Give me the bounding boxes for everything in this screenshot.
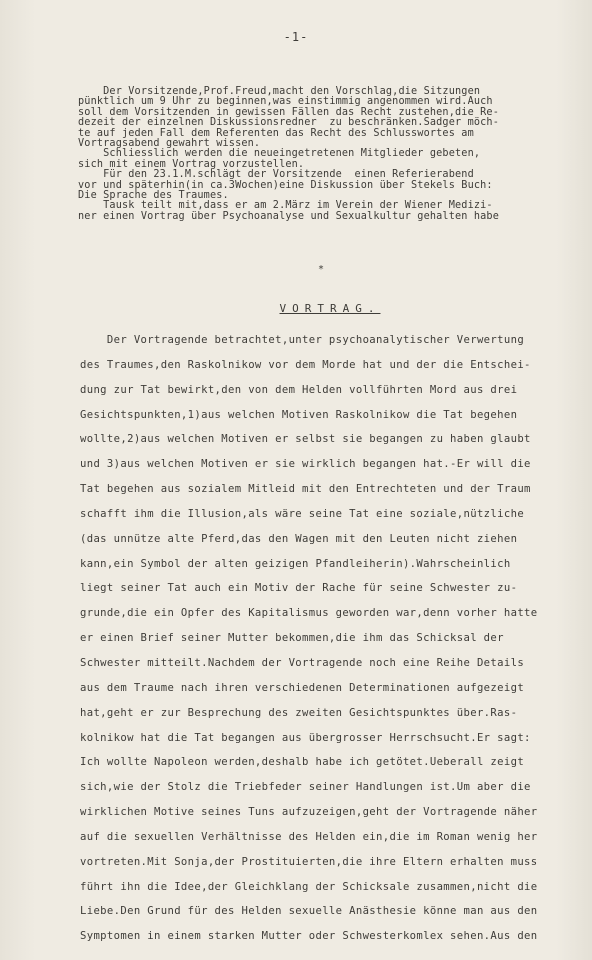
- text-line: pünktlich um 9 Uhr zu beginnen,was einstimmig angenommen wird.Auch: [78, 96, 493, 108]
- text-line: er einen Brief seiner Mutter bekommen,die ihm das Schicksal der: [80, 632, 504, 645]
- text-line: Schliesslich werden die neueingetretenen Mitglieder gebeten,: [78, 148, 481, 160]
- text-line: Schwester mitteilt.Nachdem der Vortragende noch eine Reihe Details: [80, 656, 525, 669]
- lecture-block: [80, 328, 585, 949]
- text-line: dung zur Tat bewirkt,den von dem Helden vollführten Mord aus drei: [80, 383, 518, 396]
- text-line: Der Vorsitzende,Prof.Freud,macht den Vorschlag,die Sitzungen: [78, 86, 481, 97]
- text-line: wollte,2)aus welchen Motiven er selbst sie begangen zu haben glaubt: [80, 433, 531, 446]
- text-line: hat,geht er zur Besprechung des zweiten Gesichtspunktes über.Ras-: [80, 706, 518, 719]
- text-line: des Traumes,den Raskolnikow vor dem Morde hat und der die Entschei-: [80, 358, 531, 371]
- text-line: Symptomen in einem starken Mutter oder Schwesterkomlex sehen.Aus den: [80, 930, 538, 943]
- text-line: sich,wie der Stolz die Triebfeder seiner Handlungen ist.Um aber die: [80, 781, 531, 794]
- text-line: Gesichtspunkten,1)aus welchen Motiven Raskolnikow die Tat begehen: [80, 408, 518, 421]
- text-line: (das unnütze alte Pferd,das den Wagen mit den Leuten nicht ziehen: [80, 532, 518, 545]
- text-line: und 3)aus welchen Motiven er sie wirklich begangen hat.-Er will die: [80, 458, 531, 471]
- text-line: vortreten.Mit Sonja,der Prostituierten,die ihre Eltern erhalten muss: [80, 855, 538, 868]
- text-line: dezeit der einzelnen Diskussionsredner zu beschränken.Sadger möch-: [78, 117, 499, 129]
- text-line: ner einen Vortrag über Psychoanalyse und Sexualkultur gehalten habe: [78, 210, 499, 222]
- text-line: Tat begehen aus sozialem Mitleid mit den Entrechteten und der Traum: [80, 483, 531, 496]
- text-line: Liebe.Den Grund für des Helden sexuelle Anästhesie könne man aus den: [80, 905, 538, 918]
- text-line: liegt seiner Tat auch ein Motiv der Rache für seine Schwester zu-: [80, 582, 518, 595]
- text-line: Der Vortragende betrachtet,unter psychoanalytischer Verwertung: [80, 334, 525, 346]
- section-divider: *: [318, 264, 325, 275]
- text-line: Für den 23.1.M.schlägt der Vorsitzende einen Referierabend: [78, 169, 474, 181]
- text-line: führt ihn die Idee,der Gleichklang der Schicksale zusammen,nicht die: [80, 880, 538, 893]
- text-line: grunde,die ein Opfer des Kapitalismus geworden war,denn vorher hatte: [80, 607, 538, 620]
- text-line: Vortragsabend gewahrt wissen.: [78, 137, 261, 149]
- text-line: soll dem Vorsitzenden in gewissen Fällen das Recht zustehen,die Re-: [78, 106, 499, 118]
- text-line: vor und späterhin(in ca.3Wochen)eine Diskussion über Stekels Buch:: [78, 179, 493, 191]
- text-line: aus dem Traume nach ihren verschiedenen Determinationen aufgezeigt: [80, 681, 525, 694]
- section-heading: VORTRAG.: [279, 302, 381, 315]
- text-line: Die Sprache des Traumes.: [78, 189, 229, 201]
- text-line: wirklichen Motive seines Tuns aufzuzeigen,geht der Vortragende näher: [80, 806, 538, 819]
- minutes-block: [78, 87, 583, 222]
- text-line: auf die sexuellen Verhältnisse des Helden ein,die im Roman wenig her: [80, 830, 538, 843]
- text-line: schafft ihm die Illusion,als wäre seine Tat eine soziale,nützliche: [80, 507, 525, 520]
- text-line: sich mit einem Vortrag vorzustellen.: [78, 158, 305, 170]
- page-number: -1-: [283, 30, 309, 44]
- text-line: Tausk teilt mit,dass er am 2.März im Verein der Wiener Medizi-: [78, 200, 493, 212]
- text-line: Ich wollte Napoleon werden,deshalb habe ich getötet.Ueberall zeigt: [80, 756, 525, 769]
- text-line: te auf jeden Fall dem Referenten das Recht des Schlusswortes am: [78, 127, 474, 139]
- text-line: kann,ein Symbol der alten geizigen Pfandleiherin).Wahrscheinlich: [80, 557, 511, 570]
- text-line: kolnikow hat die Tat begangen aus übergrosser Herrschsucht.Er sagt:: [80, 731, 531, 744]
